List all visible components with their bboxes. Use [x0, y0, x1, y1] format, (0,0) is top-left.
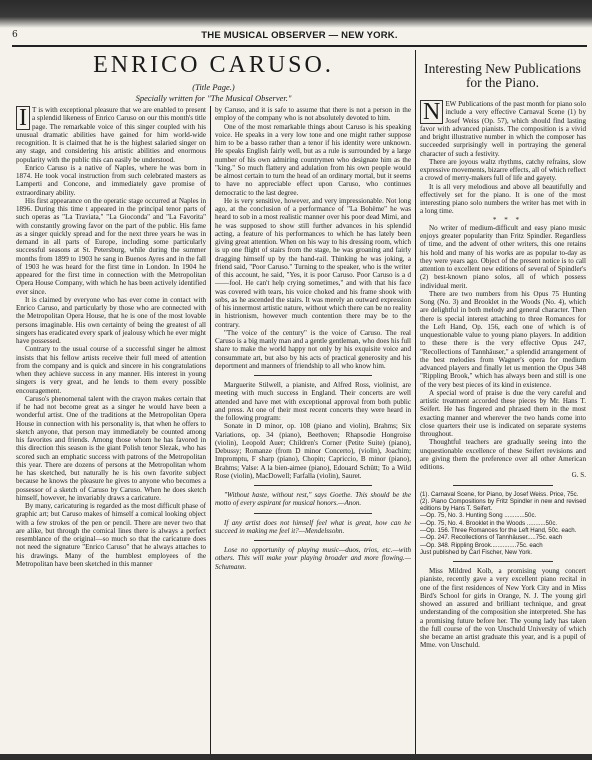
article-paragraph: "The voice of the century" is the voice of Caruso. The real Caruso is a big manly man and a gentle gentleman, who does his full share to make the world happy not only by his exquisite voice and consummate art, but also by his acts of practical generosity and his deportment and manners of friendship to all who know him. [215, 328, 411, 370]
scan-edge-top [0, 0, 592, 28]
section-divider [453, 561, 553, 562]
section-divider [254, 485, 372, 486]
listing-item: (2). Piano Compositions by Fritz Spindler in new and revised editions by Hans T. Seifert. [420, 497, 586, 513]
signature: G. S. [571, 471, 586, 480]
section-divider [453, 485, 553, 486]
listing-item: —Op. 156. Three Romances for the Left Hand, 50c. each. [420, 526, 577, 534]
page-header [12, 30, 587, 44]
quote-goethe: "Without haste, without rest," says Goethe. This should be the motto of every aspirant for musical honors.—Anon. [215, 491, 411, 508]
article-column-1 [16, 106, 206, 754]
quote-mendelssohn: If any artist does not himself feel what is great, how can he succeed in making me feel it?—Mendelssohn. [215, 518, 411, 535]
article-paragraph: His first appearance on the operatic stage occurred at Naples in 1896. During this time t appeared in the principal tenor parts of such operas as "La Traviata," "La Gioconda" and "La Favorita" with constantly growing favor on the part of the public. His fame as a singer quickly spread and for the next three years he was in demand in all parts of Europe, including some particularly successful seasons at St. Petersburg, while during the summer months from 1899 to 1903 he sang in Buenos Ayres and in the fall of 1903 he was heard for the first time in London. In 1904 he appeared for the first time in connection with the Metropolitan Opera House Company, with which he has been actively identified ever since. [16, 196, 206, 296]
section-divider [254, 375, 372, 376]
asterism: * * * [492, 215, 523, 224]
column-divider-1 [210, 106, 211, 754]
publications-column [420, 100, 586, 754]
article-paragraph: He is very sensitive, however, and very impressionable. Not long ago, at the conclusion of a performance of "La Bohème" he was heard to sob in a most realistic manner over his poor dead Mimi, and he was supposed to show still further advances in his splendid acting, a feature of his performances to which he has lately been giving great attention. When on his way to his dressing room, which is up one flight of stairs from the stage, he was groaning and fairly dragging himself up by the hand-rail. Thinking he was joking, a friend said, "Poor Caruso." Turning to the speaker, who is the writer of this account, he said, "Yes, it is poor Caruso. Poor Caruso is a d——fool. He can't help crying sometimes," and with that his face was covered with tears, his voice choked and his frame shook with sobs, as he ascended the stairs. It was merely an outward expression of his innermost artistic nature, without which there can be no reality in histrionism, however much contention there may be to the contrary. [215, 196, 411, 329]
publications-paragraph: There are joyous waltz rhythms, catchy refrains, slow expressive movements, bizarre effects, all of which reflect a crowd of merry-makers full of life and gayety. [420, 157, 586, 183]
article-paragraph: By many, caricaturing is regarded as the most difficult phase of graphic art; but Caruso makes of himself a comical looking object with a few strokes of the pen or pencil. There are never two that are alike, but through the comical lines there is always a perfect resemblance of the original—so much so that the caricature does not need the signature "Enrico Caruso" that he always attaches to his drawings. Many of the humblest employees of the Metropolitan have been sketched in this manner [16, 502, 206, 568]
publications-paragraph: There are two numbers from his Opus 75 Hunting Song (No. 3) and Brooklet in the Woods (No. 4), which are delightful in both melody and general character. Then there is special interest attaching to three Romances for the Left Hand, Op. 156, each one of which is of unquestionable value to young piano players. In addition to these there is the very effective Opus 247, "Recollections of Tannhäuser," a splendid arrangement of the best melodies from Wagner's opera for medium advanced players and finally let us mention the Opus 348 "Rippling Brook," which has always been and still is one of the very best pieces of its kind in existence. [420, 289, 586, 389]
article-paragraph: Caruso's phenomenal talent with the crayon makes certain that if he had not become great as a singer he would have been a wonderful artist. One of the traditions at the Metropolitan Opera House in connection with his personality is, that when he offers to sketch anyone, that person may immediately be counted among his favorites and friends. Among those whom he has favored in this direction this season is the giant Polish tenor Slezak, who has scored such an emphatic success with patrons of the Metropolitan this year. There are dozens of persons at the Metropolitan whom he has sketched, but naturally he is his own favorite subject because he knows the pleasure he gives to anyone who becomes a possessor of a sketch of Caruso by Caruso. When he does sketch himself, however, he invariably draws a caricature. [16, 394, 206, 502]
drop-cap: N [420, 100, 443, 124]
scan-edge-bottom [0, 754, 592, 760]
concert-paragraph: Marguerite Stilwell, a pianiste, and Alfred Ross, violinist, are meeting with much success in England. Their concerts are well attended and have met with exceptional approval from both public and press. At one of their most recent concerts they were heard in the following program: [215, 381, 411, 422]
article-paragraph: Contrary to the usual course of a successful singer he almost insists that his fellow artists receive their full meed of attention from the company and is quick and sincere in his congratulations when they achieve success in any manner. His interest in young singers is very great, and he lends to them every possible encouragement. [16, 345, 206, 395]
masthead: THE MUSICAL OBSERVER — NEW YORK. [201, 30, 398, 41]
listing-item: —Op. 247. Recollections of Tannhäuser.....75c. each [420, 534, 563, 542]
publications-paragraph-text: EW Publications of the past month for piano solo include a very effective Carnaval Scene (1) by Josef Weiss (Op. 57), which should find lasting favor with advanced pianists. The composition is a vivid and bright illustrative number in which the composer has succeeded surprisingly well in portraying the general character of such a festivity. [420, 100, 586, 158]
concert-program: Sonate in D minor, op. 108 (piano and violin), Brahms; Six Variations, op. 34 (piano), Beethoven; Rhapsodie Hongroise (violin), Leopold Auer; Children's Corner (Petite Suite) (piano), Debussy; Romanze (from D minor Concerto), (violin), Joachim; Impromptu, F sharp (piano), Chopin; Capriccio, B minor (piano), Brahms; Valse: A la bien-aimee (piano), Edouard Schütt; To a Wild Rose (violin), MacDowell; Farfalla (violin), Sauret. [215, 422, 411, 480]
publications-listing [420, 491, 586, 557]
page-number: 6 [12, 30, 18, 40]
article-title: ENRICO CARUSO. [93, 52, 334, 78]
listing-item: —Op. 75, No. 4. Brooklet in the Woods ...........50c. [420, 519, 558, 527]
listing-item: (1). Carnaval Scene, for Piano, by Josef Weiss. Price, 75c. [420, 490, 579, 498]
article-paragraph: It is claimed by everyone who has ever come in contact with Enrico Caruso, and particularly by those who are connected with the Metropolitan Opera House, that he is one of the most lovable persons imaginable. His own certainty of being the greatest of all singers has eradicated every spark of jealousy which he ever might have possessed. [16, 295, 206, 345]
publications-paragraph [420, 100, 586, 158]
header-rule [12, 45, 587, 47]
section-divider [254, 513, 372, 514]
drop-cap: I [16, 106, 30, 130]
publications-paragraph: Thoughtful teachers are gradually seeing into the unquestionable excellence of these Seifert revisions and are giving them the preference over all other American editions. [420, 438, 586, 471]
article-paragraph: Enrico Caruso is a native of Naples, where he was born in 1874. He took vocal instruction from such celebrated masters as Lamperti and Concone, and immediately gave promise of extraordinary ability. [16, 163, 206, 197]
article-column-2 [215, 106, 411, 754]
listing-item: —Op. 75, No. 3. Hunting Song ............50c. [420, 512, 537, 520]
article-paragraph: One of the most remarkable things about Caruso is his speaking voice. He speaks in a very low tone and one might rather suppose him to be a basso rather than a tenor if his identity were unknown. He speaks English fairly well, but as a rule is surrounded by a large number of his own admiring countrymen who designate him as the "king." So much flattery and adulation from his own people would be almost certain to turn the head of an ordinary mortal, but it seems to have no appreciable effect upon Caruso, who continues democratic to the last degree. [215, 122, 411, 197]
quote-schumann: Lose no opportunity of playing music—duos, trios, etc.—with others. This will make your playing broader and more flowing.—Schumann. [215, 546, 411, 571]
publications-paragraph: A special word of praise is due the very careful and artistic treatment accorded these pieces by Mr. Hans T. Seifert. He has fingered and phrased them in the most exacting manner and wherever the two hands come into close quarters their use is indicated on separate systems throughout. [420, 388, 586, 438]
article-paragraph: by Caruso, and it is safe to assume that there is not a person in the employ of the company who is not absolutely devoted to him. [215, 106, 411, 123]
article-paragraph-text: T is with exceptional pleasure that we are enabled to present a splendid likeness of Enrico Caruso on our this month's title page. The remarkable voice of this singer coupled with his unusual dramatic abilities have gained for him world-wide recognition. It is claimed that he is the highest salaried singer on any stage, and considering his artistic abilities and enormous popularity with the public this can easily be understood. [16, 106, 206, 164]
column-divider-2 [415, 50, 416, 754]
publications-title: Interesting New Publications for the Piano. [424, 61, 581, 90]
listing-item: Just published by Carl Fischer, New York. [420, 548, 533, 556]
publications-paragraph: No writer of medium-difficult and easy piano music enjoys greater popularity than Fritz Spindler. Regardless of time, and the advent of other writers, this one retains his hold and many of his works are as popular to-day as they were years ago. Object of the present notice is to call attention to excellent new editions of several of Spindler's (2) best-known piano solos, all of which possess individual merit. [420, 223, 586, 290]
article-paragraph [16, 106, 206, 164]
listing-item: —Op. 348. Rippling Brook...............75c. each [420, 541, 543, 549]
section-divider [254, 540, 372, 541]
article-subtitle: (Title Page.) [192, 82, 235, 92]
article-byline: Specially written for "The Musical Observer." [135, 93, 292, 103]
publications-paragraph: It is all very melodious and above all beautifully and effectively set for the piano. It is one of the most interesting piano solo numbers the writer has met with in a long time. [420, 182, 586, 216]
kolb-paragraph: Miss Mildred Kolb, a promising young concert pianiste, recently gave a very excellent piano recital in one of the first residences of New York City and in Miss Bird's School for girls in Orange, N. J. The young girl showed an assured and brilliant technique, and great understanding of the composition she interpreted. She has a promising future before her. The young lady has taken the full course of the von Unschuld University of which she became an artist graduate this year, and is a pupil of Mme. von Unschuld. [420, 567, 586, 650]
